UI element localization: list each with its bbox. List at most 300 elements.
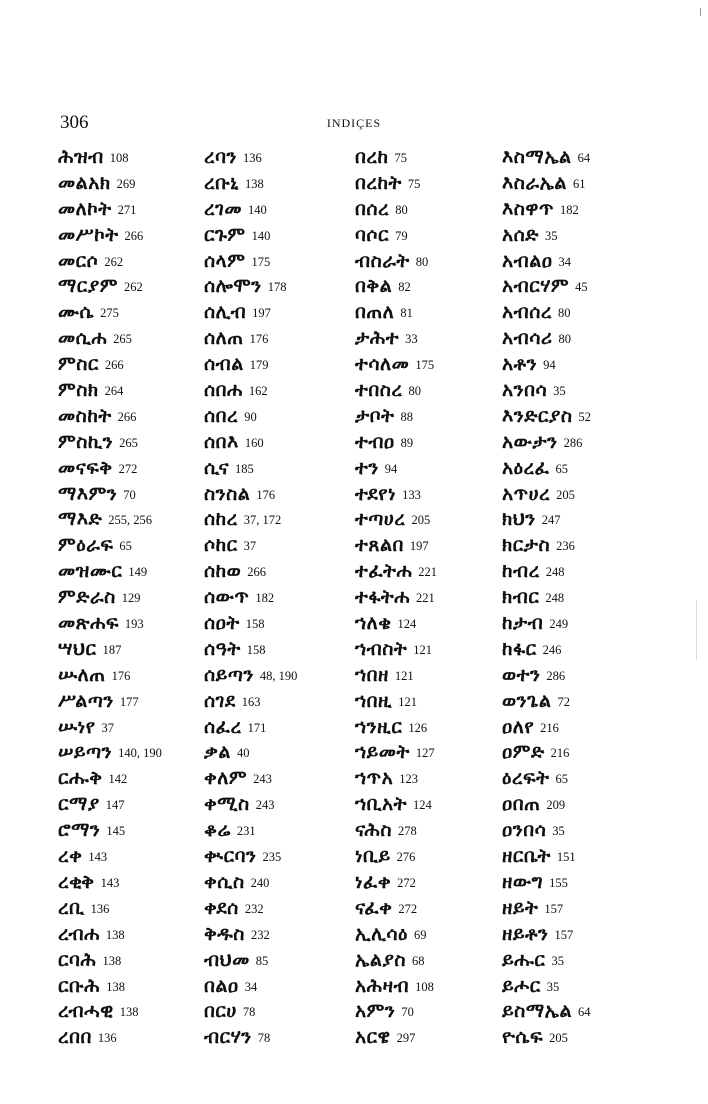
- index-page-ref: 78: [242, 1005, 256, 1020]
- index-page-ref: 108: [109, 151, 129, 165]
- index-page-ref: 61: [572, 176, 586, 191]
- index-page-ref: 140: [248, 202, 267, 217]
- index-word: በረከት: [355, 171, 402, 194]
- index-word: ሰገደ: [204, 689, 236, 712]
- index-word: አርዌ: [355, 1026, 391, 1049]
- index-page-ref: 265: [119, 435, 138, 450]
- index-page-ref: 185: [235, 461, 254, 476]
- index-page-ref: 90: [244, 409, 257, 424]
- index-word: ርጉም: [204, 223, 246, 246]
- index-entry: [204, 456, 364, 482]
- index-page-ref: 52: [578, 409, 592, 424]
- index-page-ref: 177: [119, 694, 139, 709]
- index-word: ቀለም: [204, 767, 248, 790]
- index-word: ብህመ: [204, 948, 250, 971]
- index-entry: [502, 197, 662, 223]
- index-word: ቃል: [204, 741, 231, 764]
- index-page-ref: 157: [554, 927, 574, 942]
- index-page-ref: 48, 190: [259, 668, 298, 683]
- index-page-ref: 138: [102, 953, 122, 968]
- index-entry: [58, 792, 218, 818]
- index-word: ተፈትሐ: [355, 560, 413, 583]
- index-page-ref: 193: [124, 617, 144, 632]
- index-entry: [58, 1025, 218, 1051]
- index-word: ኀበዚ: [355, 689, 393, 712]
- index-entry: [502, 999, 662, 1025]
- index-page-ref: 163: [241, 694, 261, 709]
- index-entry: [502, 663, 662, 689]
- index-page-ref: 64: [578, 1005, 591, 1020]
- index-page-ref: 108: [415, 979, 434, 994]
- index-entry: [502, 948, 662, 974]
- index-entry: [502, 870, 662, 896]
- index-entry: [204, 792, 364, 818]
- index-word: ሰሎሞን: [204, 275, 262, 298]
- index-entry: [58, 844, 218, 870]
- index-page-ref: 262: [104, 254, 124, 269]
- index-entry: [355, 197, 515, 223]
- index-word: መልአክ: [58, 171, 111, 194]
- index-word: በሰረ: [355, 197, 390, 220]
- index-word: ምዕራፍ: [58, 534, 114, 557]
- index-entry: [502, 249, 662, 275]
- index-entry: [502, 559, 662, 585]
- index-entry: [58, 999, 218, 1025]
- index-page-ref: 35: [552, 824, 565, 839]
- index-word: ሰላም: [204, 249, 246, 272]
- index-page-ref: 121: [398, 694, 418, 709]
- index-word: ተበስረ: [355, 379, 403, 402]
- index-page-ref: 72: [557, 694, 570, 709]
- index-entry: [502, 974, 662, 1000]
- index-word: ኤልያስ: [355, 948, 407, 971]
- index-word: ቆሬ: [204, 819, 231, 842]
- index-entry: [58, 533, 218, 559]
- index-entry: [204, 715, 364, 741]
- index-word: ኀንዚር: [355, 715, 403, 738]
- index-entry: [58, 223, 218, 249]
- index-word: ማእድ: [58, 508, 103, 531]
- index-page-ref: 138: [119, 1005, 139, 1020]
- index-word: ይሑር: [502, 948, 546, 971]
- index-page-ref: 278: [398, 824, 417, 839]
- index-word: ወንጌል: [502, 689, 552, 712]
- index-page-ref: 78: [257, 1031, 271, 1046]
- index-word: ምስክ: [58, 379, 99, 402]
- index-column: [355, 145, 515, 1051]
- index-word: ሰዓት: [204, 637, 241, 660]
- index-entry: [58, 766, 218, 792]
- index-page-ref: 272: [397, 875, 416, 890]
- index-word: ዐንበሳ: [502, 819, 547, 842]
- index-word: መዝሙር: [58, 560, 123, 583]
- index-entry: [502, 300, 662, 326]
- index-entry: [204, 870, 364, 896]
- index-page-ref: 35: [546, 979, 560, 994]
- index-page-ref: 80: [408, 384, 422, 399]
- index-word: ሰይጣን: [204, 663, 254, 686]
- index-page-ref: 143: [88, 850, 108, 865]
- index-word: አብሰረ: [502, 301, 553, 324]
- index-entry: [355, 1025, 515, 1051]
- index-page-ref: 37: [243, 539, 257, 554]
- index-page-ref: 70: [401, 1005, 414, 1020]
- index-entry: [502, 378, 662, 404]
- index-word: ይሖር: [502, 974, 541, 997]
- index-entry: [204, 507, 364, 533]
- index-entry: [355, 766, 515, 792]
- index-page-ref: 149: [128, 565, 148, 580]
- index-entry: [58, 145, 218, 171]
- index-word: አብርሃም: [502, 275, 570, 298]
- index-page-ref: 158: [246, 642, 266, 657]
- index-page-ref: 145: [106, 824, 126, 839]
- index-word: ሡነየ: [58, 715, 96, 738]
- scan-edge-mark: [700, 8, 701, 16]
- index-word: ተፋትሐ: [355, 586, 411, 609]
- index-word: ኀለቄ: [355, 612, 392, 635]
- index-word: ርባሕ: [58, 948, 97, 971]
- index-entry: [58, 611, 218, 637]
- index-entry: [204, 766, 364, 792]
- index-entry: [355, 559, 515, 585]
- index-word: ሰበእ: [204, 430, 239, 453]
- index-page-ref: 221: [418, 565, 437, 580]
- index-page-ref: 140, 190: [118, 746, 162, 761]
- index-entry: [355, 456, 515, 482]
- index-page-ref: 40: [236, 746, 250, 761]
- index-entry: [502, 456, 662, 482]
- index-page-ref: 266: [117, 409, 137, 424]
- index-word: አዕረፈ: [502, 456, 550, 479]
- index-word: ሰብል: [204, 353, 244, 376]
- index-entry: [355, 870, 515, 896]
- index-word: ረበበ: [58, 1026, 92, 1049]
- index-page-ref: 34: [558, 254, 572, 269]
- index-entry: [355, 637, 515, 663]
- index-entry: [204, 611, 364, 637]
- index-entry: [58, 715, 218, 741]
- index-page-ref: 248: [545, 565, 565, 580]
- index-page-ref: 266: [247, 565, 267, 580]
- index-word: ርማያ: [58, 793, 100, 816]
- index-word: ስንስል: [204, 482, 251, 505]
- index-word: ይስማኤል: [502, 1000, 573, 1023]
- index-page-ref: 243: [253, 772, 272, 787]
- index-entry: [58, 326, 218, 352]
- index-page-ref: 179: [249, 358, 269, 373]
- index-word: ኀብስት: [355, 637, 408, 660]
- index-entry: [58, 948, 218, 974]
- index-entry: [355, 585, 515, 611]
- index-entry: [502, 922, 662, 948]
- index-entry: [204, 896, 364, 922]
- index-entry: [58, 456, 218, 482]
- index-entry: [58, 378, 218, 404]
- index-page-ref: 80: [395, 202, 408, 217]
- index-page-ref: 80: [558, 332, 572, 347]
- index-entry: [58, 404, 218, 430]
- index-entry: [204, 326, 364, 352]
- index-page-ref: 124: [413, 798, 432, 813]
- index-word: ተን: [355, 456, 379, 479]
- index-entry: [204, 145, 364, 171]
- index-entry: [58, 896, 218, 922]
- index-word: መናፍቅ: [58, 456, 113, 479]
- index-word: አብሳሪ: [502, 327, 553, 350]
- index-entry: [355, 326, 515, 352]
- index-page-ref: 127: [415, 746, 435, 761]
- index-word: ክብር: [502, 586, 540, 609]
- index-word: ቀሲስ: [204, 870, 245, 893]
- index-page-ref: 121: [413, 642, 432, 657]
- index-entry: [502, 171, 662, 197]
- index-entry: [355, 482, 515, 508]
- index-word: ምድራስ: [58, 586, 116, 609]
- index-word: በጠለ: [355, 301, 395, 324]
- index-page-ref: 136: [97, 1031, 117, 1046]
- index-entry: [204, 585, 364, 611]
- index-entry: [502, 326, 662, 352]
- index-entry: [58, 585, 218, 611]
- index-entry: [204, 844, 364, 870]
- index-page-ref: 136: [90, 901, 110, 916]
- index-entry: [204, 559, 364, 585]
- index-page-ref: 75: [394, 151, 408, 165]
- index-page-ref: 175: [251, 254, 271, 269]
- index-word: ረቀ: [58, 845, 83, 868]
- index-word: ኢሊሳዕ: [355, 922, 408, 945]
- index-word: ማእምን: [58, 482, 118, 505]
- index-entry: [355, 223, 515, 249]
- index-entry: [204, 663, 364, 689]
- index-word: በርሀ: [204, 1000, 237, 1023]
- index-entry: [355, 533, 515, 559]
- index-entry: [355, 274, 515, 300]
- index-page-ref: 37: [101, 720, 114, 735]
- index-page-ref: 176: [249, 332, 269, 347]
- index-word: ተጸልበ: [355, 534, 404, 557]
- index-word: ሰበረ: [204, 404, 239, 427]
- index-page-ref: 171: [247, 720, 267, 735]
- index-page-ref: 65: [119, 539, 132, 554]
- index-page-ref: 216: [550, 746, 570, 761]
- index-word: ኀይመት: [355, 741, 410, 764]
- index-entry: [58, 430, 218, 456]
- index-page-ref: 271: [117, 202, 137, 217]
- index-word: ሙሴ: [58, 301, 95, 324]
- index-entry: [355, 300, 515, 326]
- index-page-ref: 160: [244, 435, 264, 450]
- index-word: አሕዛብ: [355, 974, 410, 997]
- index-word: ቀሚስ: [204, 793, 250, 816]
- index-page-ref: 162: [248, 384, 268, 399]
- index-word: ረቢ: [58, 896, 85, 919]
- index-entry: [355, 740, 515, 766]
- index-page-ref: 65: [555, 461, 568, 476]
- index-word: ተጣሀረ: [355, 508, 406, 531]
- index-word: ክርታስ: [502, 534, 551, 557]
- index-entry: [204, 249, 364, 275]
- index-entry: [204, 404, 364, 430]
- index-page-ref: 266: [124, 228, 144, 243]
- index-word: ሰለጠ: [204, 327, 244, 350]
- index-entry: [355, 715, 515, 741]
- index-word: ሠይጣን: [58, 741, 113, 764]
- index-entry: [58, 922, 218, 948]
- index-entry: [204, 171, 364, 197]
- index-entry: [502, 844, 662, 870]
- index-word: ረቡኒ: [204, 171, 239, 194]
- index-word: መሲሐ: [58, 327, 108, 350]
- index-word: ነፈቀ: [355, 870, 392, 893]
- index-entry: [355, 844, 515, 870]
- index-word: ከታብ: [502, 612, 544, 635]
- index-entry: [502, 404, 662, 430]
- index-page-ref: 176: [256, 487, 276, 502]
- index-entry: [502, 482, 662, 508]
- index-word: ዐለየ: [502, 715, 535, 738]
- index-word: ሲና: [204, 456, 230, 479]
- index-page-ref: 70: [123, 487, 136, 502]
- index-entry: [355, 663, 515, 689]
- index-page-ref: 35: [551, 953, 564, 968]
- index-word: ተሳለመ: [355, 353, 410, 376]
- index-page-ref: 265: [113, 332, 132, 347]
- index-word: ዕረፍት: [502, 767, 550, 790]
- index-page-ref: 262: [124, 280, 143, 295]
- index-word: መጽሐፍ: [58, 612, 119, 635]
- index-entry: [204, 274, 364, 300]
- index-page-ref: 248: [545, 591, 565, 606]
- index-page-ref: 138: [105, 927, 125, 942]
- index-entry: [502, 637, 662, 663]
- index-entry: [502, 715, 662, 741]
- index-word: ኀቢአት: [355, 793, 408, 816]
- index-entry: [355, 948, 515, 974]
- index-page-ref: 243: [255, 798, 275, 813]
- index-entry: [204, 352, 364, 378]
- index-page-ref: 75: [407, 176, 421, 191]
- index-word: ታሕተ: [355, 327, 400, 350]
- index-word: ረብሐ: [58, 922, 100, 945]
- index-entry: [355, 896, 515, 922]
- index-word: ቊርባን: [204, 845, 257, 868]
- index-page-ref: 94: [384, 461, 398, 476]
- index-page-ref: 231: [236, 824, 256, 839]
- index-word: ዘርቤት: [502, 845, 551, 868]
- index-page-ref: 88: [400, 409, 413, 424]
- index-entry: [58, 663, 218, 689]
- index-entry: [355, 611, 515, 637]
- index-page-ref: 81: [400, 306, 413, 321]
- index-word: ሶከር: [204, 534, 238, 557]
- index-page-ref: 89: [400, 435, 414, 450]
- index-entry: [58, 300, 218, 326]
- index-page-ref: 232: [244, 901, 264, 916]
- scan-edge-mark: [696, 600, 697, 660]
- index-entry: [204, 637, 364, 663]
- index-entry: [355, 792, 515, 818]
- index-page-ref: 209: [546, 798, 566, 813]
- index-column: [204, 145, 364, 1051]
- index-entry: [204, 818, 364, 844]
- index-page-ref: 123: [399, 772, 418, 787]
- index-word: ረገመ: [204, 197, 242, 220]
- index-entry: [58, 352, 218, 378]
- index-page-ref: 249: [549, 617, 569, 632]
- running-head: INDIÇES: [326, 116, 382, 130]
- index-page-ref: 205: [556, 487, 575, 502]
- index-page-ref: 182: [255, 591, 275, 606]
- index-page-ref: 85: [255, 953, 269, 968]
- index-entry: [502, 223, 662, 249]
- index-page-ref: 286: [546, 668, 566, 683]
- index-entry: [204, 223, 364, 249]
- index-entry: [58, 974, 218, 1000]
- index-page-ref: 35: [544, 228, 558, 243]
- index-entry: [58, 197, 218, 223]
- index-entry: [355, 145, 515, 171]
- index-word: እስማኤል: [502, 146, 572, 168]
- index-entry: [58, 637, 218, 663]
- index-page-ref: 138: [106, 979, 125, 994]
- index-entry: [502, 145, 662, 171]
- index-word: መሥኮት: [58, 223, 119, 246]
- index-word: መለኮት: [58, 197, 112, 220]
- index-word: እስዋጥ: [502, 197, 554, 220]
- index-word: ርቡሕ: [58, 974, 101, 997]
- index-page-ref: 37, 172: [243, 513, 282, 528]
- index-word: አጥሀረ: [502, 482, 551, 505]
- index-word: ቀደሰ: [204, 896, 239, 919]
- index-page-ref: 187: [102, 642, 122, 657]
- index-word: ዘይት: [502, 896, 539, 919]
- index-entry: [355, 689, 515, 715]
- index-page-ref: 80: [415, 254, 429, 269]
- index-page-ref: 69: [413, 927, 427, 942]
- index-word: ዘይቶን: [502, 922, 549, 945]
- index-entry: [502, 818, 662, 844]
- index-page-ref: 138: [244, 176, 264, 191]
- index-page-ref: 33: [405, 332, 418, 347]
- index-word: ሰበሐ: [204, 379, 243, 402]
- index-word: በልዐ: [204, 974, 239, 997]
- index-word: መርሶ: [58, 249, 99, 272]
- index-word: ሰፈረ: [204, 715, 242, 738]
- index-word: ረብሓዊ: [58, 1000, 114, 1023]
- index-page-ref: 45: [575, 280, 588, 295]
- index-page-ref: 121: [394, 668, 414, 683]
- index-word: ሰሊብ: [204, 301, 247, 324]
- index-word: እንድርያስ: [502, 404, 573, 427]
- index-page-ref: 133: [402, 487, 421, 502]
- index-page-ref: 34: [244, 979, 258, 994]
- index-entry: [204, 689, 364, 715]
- index-page-ref: 157: [544, 901, 564, 916]
- index-word: ሰውጥ: [204, 586, 250, 609]
- index-entry: [204, 999, 364, 1025]
- index-page-ref: 151: [556, 850, 576, 865]
- index-entry: [58, 818, 218, 844]
- index-entry: [204, 740, 364, 766]
- index-entry: [502, 533, 662, 559]
- index-word: ኀጥአ: [355, 767, 394, 790]
- index-page-ref: 79: [395, 228, 408, 243]
- index-page-ref: 197: [252, 306, 271, 321]
- index-page-ref: 240: [250, 875, 270, 890]
- index-word: አምን: [355, 1000, 396, 1023]
